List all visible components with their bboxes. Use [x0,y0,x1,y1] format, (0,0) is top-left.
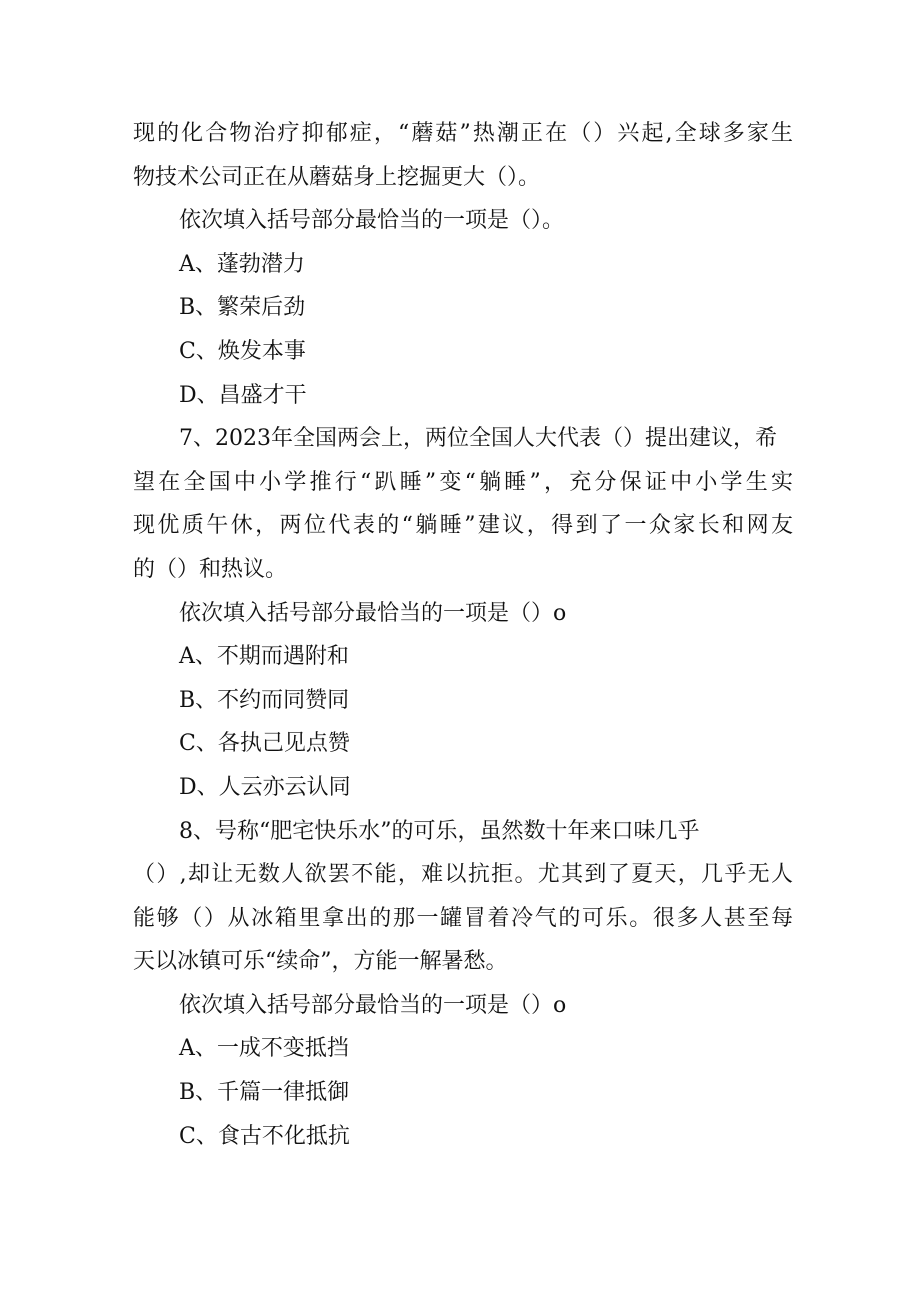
question-8-option-a: A、一成不变抵挡 [179,1036,349,1062]
question-7-stem-line-4: 的（）和热议。 [133,556,288,582]
question-6-option-c: C、焕发本事 [179,338,306,364]
question-7-stem-line-3: 现优质午休，两位代表的“躺睡”建议，得到了一众家长和网友 [133,513,793,539]
question-8-stem-line-4: 天以冰镇可乐“续命”，方能一解暑愁。 [133,949,508,975]
question-7-option-a: A、不期而遇附和 [179,644,349,670]
document-body [133,112,793,1158]
question-6-stem-line-1: 现的化合物治疗抑郁症，“蘑菇”热潮正在（）兴起,全球多家生 [133,121,793,146]
question-8-prompt: 依次填入括号部分最恰当的一项是（）o [179,992,567,1018]
question-6-stem-line-2: 物技术公司正在从蘑菇身上挖掘更大（）。 [133,164,541,190]
question-8-option-c: C、食古不化抵抗 [179,1123,350,1149]
question-7-option-d: D、人云亦云认同 [179,774,351,800]
question-8-option-b: B、千篇一律抵御 [179,1080,350,1106]
question-8-stem-line-3: 能够（）从冰箱里拿出的那一罐冒着冷气的可乐。很多人甚至每 [133,905,793,931]
question-7-option-c: C、各执己见点赞 [179,731,350,757]
question-7-option-b: B、不约而同赞同 [179,687,350,713]
question-7-prompt: 依次填入括号部分最恰当的一项是（）o [179,600,567,626]
question-6-option-d: D、昌盛才干 [179,382,307,408]
question-6-option-b: B、繁荣后劲 [179,295,306,321]
question-7-stem-line-1: 7、2023年全国两会上，两位全国人大代表（）提出建议，希 [179,426,777,452]
question-6-option-a: A、蓬勃潜力 [179,251,305,277]
question-8-stem-line-1: 8、号称“肥宅快乐水”的可乐，虽然数十年来口味几乎 [179,818,700,844]
question-6 [133,112,793,417]
question-7-stem-line-2: 望在全国中小学推行“趴睡”变“躺睡”，充分保证中小学生实 [133,469,793,495]
question-7 [133,417,793,809]
question-8-stem-line-2: （）,却让无数人欲罢不能，难以抗拒。尤其到了夏天，几乎无人 [133,862,793,888]
question-8 [133,810,793,1159]
question-6-prompt: 依次填入括号部分最恰当的一项是（）。 [179,208,565,234]
